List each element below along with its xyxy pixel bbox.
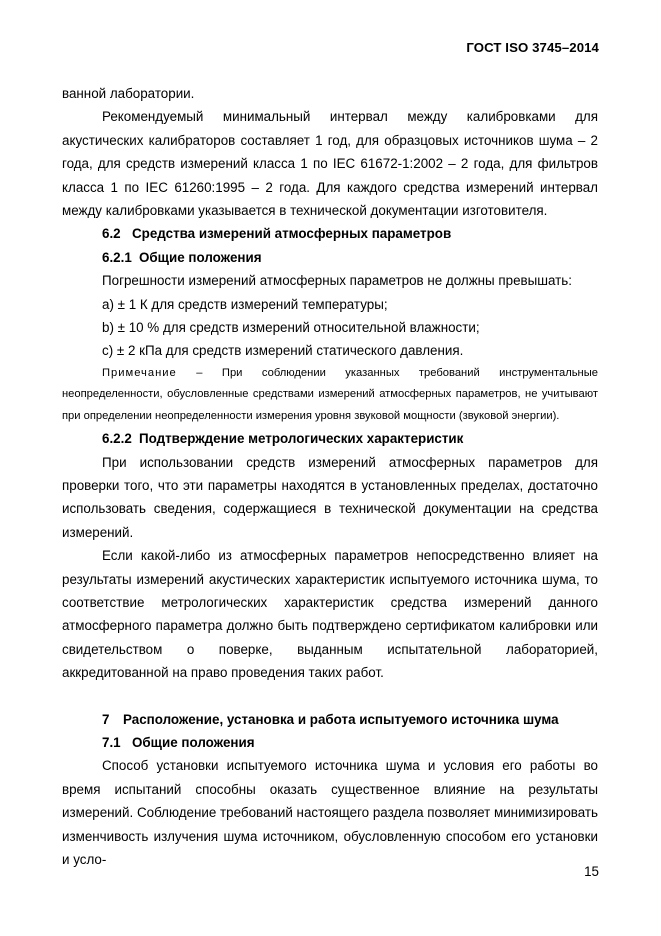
heading-6-2 (62, 222, 598, 245)
paragraph-installation: Способ установки испытуемого источника шума и условия его работы во время испытаний способны оказать существенное влияние на результаты измерений. Соблюдение требований настоящего раздела позволяет минимизировать изменчивость излучения шума источником, обусловленную способом его установки и усло- (62, 758, 598, 867)
heading-6-2-1 (62, 246, 598, 269)
document-header: ГОСТ ISO 3745–2014 (466, 40, 599, 55)
paragraph-calibration-interval: Рекомендуемый минимальный интервал между калибровками для акустических калибраторов составляет 1 год, для образцовых источников шума – 2 года, для средств измерений класса 1 по IEC 61672-1:2002 – 2 года, для фильтров класса 1 по IEC 61260:1995 – 2 года. Для каждого средства измерений интервал между калибровками указывается в технической документации изготовителя. (62, 109, 598, 219)
heading-6-2-2 (62, 427, 598, 450)
heading-title: Общие положения (139, 249, 262, 265)
paragraph-certification: Если какой-либо из атмосферных параметров непосредственно влияет на результаты измерений акустических характеристик испытуемого источника шума, то соответствие метрологических характеристик средства измерений данного атмосферного параметра должно быть подтверждено сертификатом калибровки или свидетельством о поверке, выданным испытательной лабораторией, аккредитованной на право проведения таких работ. (62, 548, 598, 681)
heading-number: 7 (102, 711, 110, 727)
heading-title: Подтверждение метрологических характеристик (139, 431, 464, 447)
heading-title: Расположение, установка и работа испытуемого источника шума (123, 711, 559, 727)
section-gap (62, 685, 598, 708)
heading-number: 6.2 (102, 226, 121, 242)
list-item-b: b) ± 10 % для средств измерений относительной влажности; (102, 320, 480, 336)
note-label: Примечание (102, 366, 177, 379)
heading-number: 6.2.1 (102, 249, 132, 265)
heading-7 (62, 708, 598, 731)
list-item-c: c) ± 2 кПа для средств измерений статического давления. (102, 343, 464, 359)
page-content (62, 82, 598, 871)
paragraph-continuation: ванной лаборатории. (62, 86, 195, 101)
list-item-a: a) ± 1 К для средств измерений температуры; (102, 296, 388, 312)
heading-title: Общие положения (132, 734, 255, 750)
note (62, 363, 598, 427)
heading-7-1 (62, 731, 598, 754)
heading-number: 7.1 (102, 734, 121, 750)
heading-title: Средства измерений атмосферных параметров (132, 226, 452, 242)
paragraph-verification: При использовании средств измерений атмосферных параметров для проверки того, что эти параметры находятся в установленных пределах, достаточно использовать сведения, содержащиеся в технической документации на средства измерений. (62, 454, 598, 540)
note-text: – При соблюдении указанных требований инструментальные неопределенности, обусловленные средствами измерений атмосферных параметров, не учитывают при определении неопределенности измерения уровня звуковой мощности (звуковой энергии). (62, 366, 598, 422)
paragraph-accuracy-intro: Погрешности измерений атмосферных параметров не должны превышать: (102, 273, 572, 289)
page-number: 15 (584, 864, 599, 879)
heading-number: 6.2.2 (102, 431, 132, 447)
